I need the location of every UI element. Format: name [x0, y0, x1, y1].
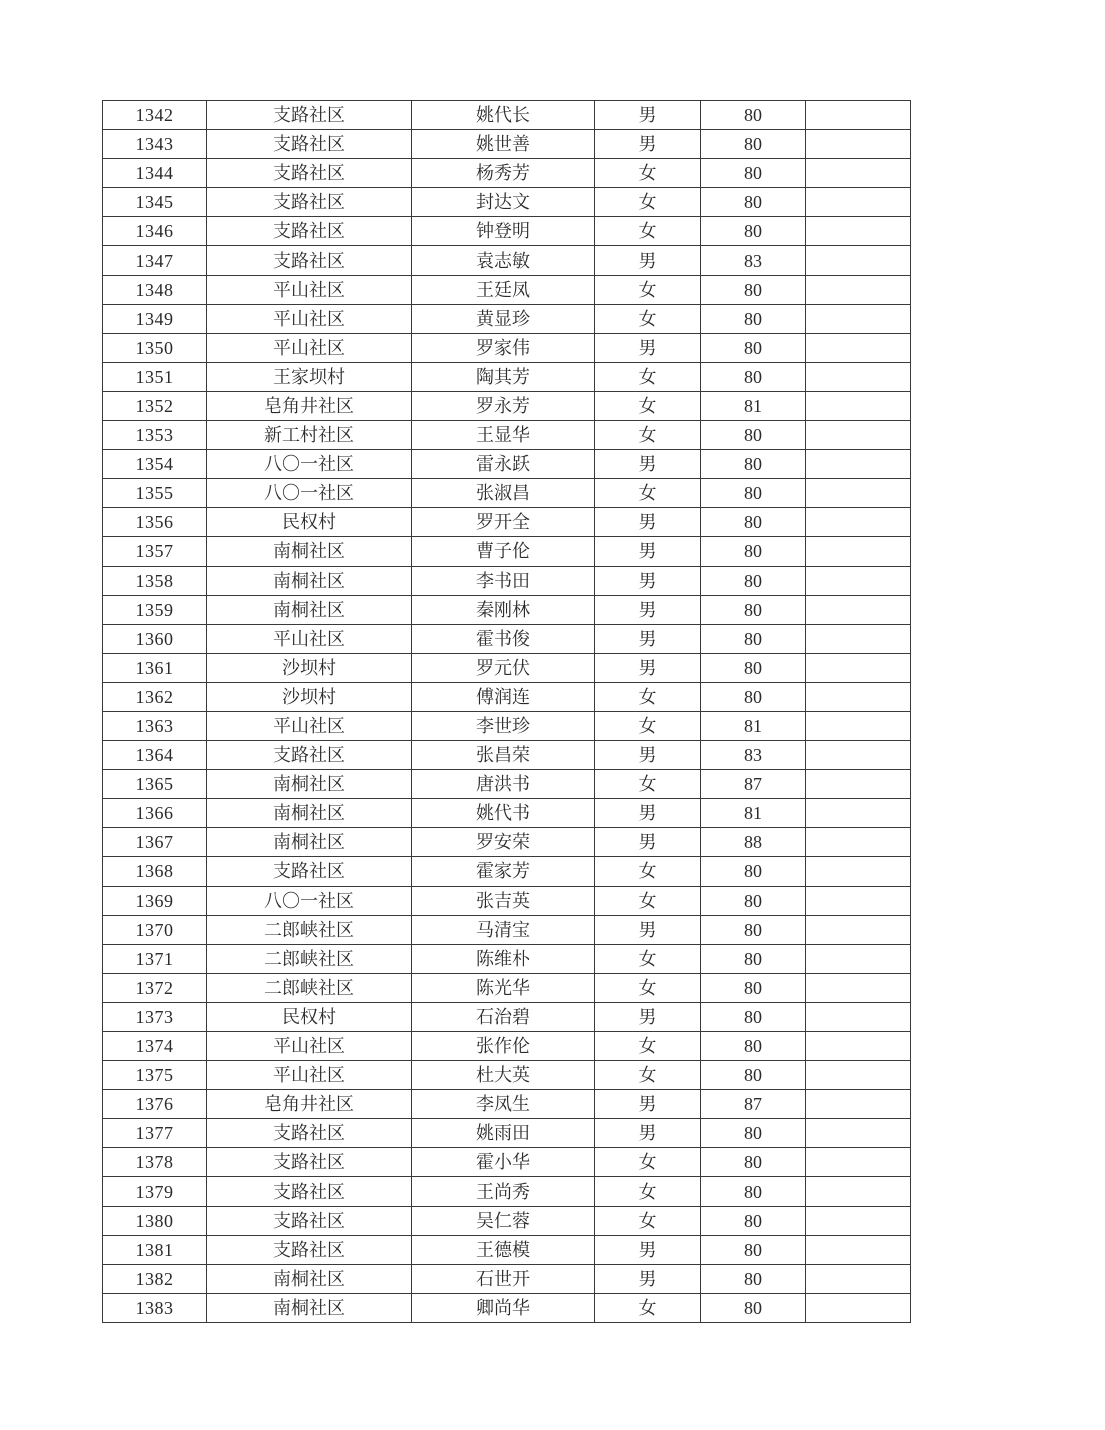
cell-community: 平山社区	[207, 304, 412, 333]
cell-age: 80	[701, 479, 806, 508]
table-row	[103, 1148, 911, 1177]
cell-name: 张吉英	[412, 886, 595, 915]
cell-community: 平山社区	[207, 333, 412, 362]
cell-note	[806, 624, 911, 653]
cell-gender: 女	[595, 770, 701, 799]
table-row	[103, 275, 911, 304]
cell-community: 二郎峡社区	[207, 973, 412, 1002]
cell-note	[806, 1235, 911, 1264]
cell-gender: 女	[595, 944, 701, 973]
cell-note	[806, 944, 911, 973]
cell-age: 80	[701, 682, 806, 711]
table-row	[103, 1206, 911, 1235]
cell-age: 80	[701, 304, 806, 333]
table-row	[103, 1090, 911, 1119]
cell-community: 平山社区	[207, 1032, 412, 1061]
cell-note	[806, 857, 911, 886]
cell-gender: 男	[595, 741, 701, 770]
cell-serial: 1372	[103, 973, 207, 1002]
cell-note	[806, 479, 911, 508]
cell-note	[806, 421, 911, 450]
cell-serial: 1359	[103, 595, 207, 624]
table-row	[103, 479, 911, 508]
cell-gender: 男	[595, 828, 701, 857]
cell-community: 沙坝村	[207, 682, 412, 711]
cell-name: 卿尚华	[412, 1293, 595, 1322]
cell-serial: 1356	[103, 508, 207, 537]
cell-name: 曹子伦	[412, 537, 595, 566]
cell-name: 张淑昌	[412, 479, 595, 508]
cell-note	[806, 886, 911, 915]
cell-gender: 女	[595, 479, 701, 508]
table-row	[103, 537, 911, 566]
cell-age: 80	[701, 1264, 806, 1293]
cell-community: 支路社区	[207, 188, 412, 217]
cell-note	[806, 741, 911, 770]
cell-community: 南桐社区	[207, 595, 412, 624]
table-row	[103, 915, 911, 944]
cell-serial: 1370	[103, 915, 207, 944]
cell-age: 80	[701, 624, 806, 653]
cell-age: 80	[701, 450, 806, 479]
cell-serial: 1369	[103, 886, 207, 915]
cell-note	[806, 450, 911, 479]
table-row	[103, 624, 911, 653]
cell-community: 皂角井社区	[207, 391, 412, 420]
cell-name: 王显华	[412, 421, 595, 450]
cell-name: 黄显珍	[412, 304, 595, 333]
table-row	[103, 799, 911, 828]
cell-serial: 1346	[103, 217, 207, 246]
table-row	[103, 973, 911, 1002]
cell-note	[806, 333, 911, 362]
cell-age: 87	[701, 1090, 806, 1119]
cell-serial: 1343	[103, 130, 207, 159]
cell-gender: 男	[595, 624, 701, 653]
cell-serial: 1379	[103, 1177, 207, 1206]
cell-note	[806, 1119, 911, 1148]
cell-age: 81	[701, 391, 806, 420]
cell-gender: 女	[595, 391, 701, 420]
cell-community: 南桐社区	[207, 566, 412, 595]
table-row	[103, 886, 911, 915]
cell-community: 南桐社区	[207, 1293, 412, 1322]
table-row	[103, 828, 911, 857]
cell-age: 80	[701, 1002, 806, 1031]
cell-serial: 1362	[103, 682, 207, 711]
cell-serial: 1376	[103, 1090, 207, 1119]
cell-age: 80	[701, 857, 806, 886]
cell-community: 支路社区	[207, 741, 412, 770]
cell-note	[806, 770, 911, 799]
cell-note	[806, 566, 911, 595]
table-row	[103, 217, 911, 246]
table-row	[103, 450, 911, 479]
cell-serial: 1361	[103, 653, 207, 682]
cell-name: 姚代书	[412, 799, 595, 828]
cell-note	[806, 595, 911, 624]
cell-serial: 1368	[103, 857, 207, 886]
cell-name: 霍书俊	[412, 624, 595, 653]
cell-serial: 1375	[103, 1061, 207, 1090]
cell-note	[806, 101, 911, 130]
cell-gender: 女	[595, 1032, 701, 1061]
cell-community: 支路社区	[207, 159, 412, 188]
cell-community: 平山社区	[207, 1061, 412, 1090]
cell-note	[806, 1206, 911, 1235]
cell-name: 罗家伟	[412, 333, 595, 362]
table-row	[103, 391, 911, 420]
cell-age: 80	[701, 886, 806, 915]
cell-gender: 男	[595, 1235, 701, 1264]
cell-serial: 1380	[103, 1206, 207, 1235]
cell-note	[806, 1061, 911, 1090]
cell-serial: 1382	[103, 1264, 207, 1293]
cell-serial: 1351	[103, 362, 207, 391]
cell-gender: 男	[595, 537, 701, 566]
cell-name: 王德模	[412, 1235, 595, 1264]
cell-name: 马清宝	[412, 915, 595, 944]
cell-note	[806, 711, 911, 740]
cell-note	[806, 537, 911, 566]
cell-serial: 1374	[103, 1032, 207, 1061]
table-row	[103, 188, 911, 217]
cell-note	[806, 1032, 911, 1061]
cell-gender: 男	[595, 246, 701, 275]
cell-serial: 1381	[103, 1235, 207, 1264]
cell-name: 钟登明	[412, 217, 595, 246]
table-row	[103, 1293, 911, 1322]
cell-gender: 女	[595, 1206, 701, 1235]
cell-community: 平山社区	[207, 711, 412, 740]
roster-table	[102, 100, 911, 1323]
table-row	[103, 566, 911, 595]
cell-name: 姚世善	[412, 130, 595, 159]
cell-name: 张作伦	[412, 1032, 595, 1061]
cell-age: 80	[701, 944, 806, 973]
cell-age: 80	[701, 566, 806, 595]
cell-serial: 1367	[103, 828, 207, 857]
cell-name: 霍小华	[412, 1148, 595, 1177]
cell-name: 陈光华	[412, 973, 595, 1002]
table-row	[103, 159, 911, 188]
cell-name: 罗安荣	[412, 828, 595, 857]
cell-name: 封达文	[412, 188, 595, 217]
cell-note	[806, 653, 911, 682]
table-row	[103, 1235, 911, 1264]
cell-age: 80	[701, 537, 806, 566]
cell-community: 南桐社区	[207, 799, 412, 828]
cell-serial: 1365	[103, 770, 207, 799]
table-row	[103, 741, 911, 770]
cell-name: 唐洪书	[412, 770, 595, 799]
cell-name: 吴仁蓉	[412, 1206, 595, 1235]
cell-note	[806, 246, 911, 275]
cell-age: 87	[701, 770, 806, 799]
cell-gender: 男	[595, 1264, 701, 1293]
cell-serial: 1354	[103, 450, 207, 479]
cell-age: 80	[701, 1206, 806, 1235]
cell-age: 80	[701, 653, 806, 682]
cell-age: 80	[701, 1177, 806, 1206]
cell-community: 支路社区	[207, 101, 412, 130]
cell-name: 石治碧	[412, 1002, 595, 1031]
cell-name: 姚代长	[412, 101, 595, 130]
cell-gender: 女	[595, 217, 701, 246]
cell-serial: 1360	[103, 624, 207, 653]
cell-community: 皂角井社区	[207, 1090, 412, 1119]
cell-gender: 男	[595, 799, 701, 828]
cell-serial: 1357	[103, 537, 207, 566]
cell-gender: 女	[595, 886, 701, 915]
cell-age: 80	[701, 188, 806, 217]
cell-name: 王廷凤	[412, 275, 595, 304]
cell-serial: 1373	[103, 1002, 207, 1031]
cell-community: 沙坝村	[207, 653, 412, 682]
cell-name: 张昌荣	[412, 741, 595, 770]
cell-age: 80	[701, 1061, 806, 1090]
cell-community: 支路社区	[207, 1119, 412, 1148]
cell-serial: 1350	[103, 333, 207, 362]
cell-age: 80	[701, 101, 806, 130]
table-row	[103, 1002, 911, 1031]
cell-note	[806, 130, 911, 159]
cell-name: 李世珍	[412, 711, 595, 740]
cell-community: 八〇一社区	[207, 479, 412, 508]
cell-community: 王家坝村	[207, 362, 412, 391]
table-row	[103, 362, 911, 391]
cell-serial: 1371	[103, 944, 207, 973]
cell-community: 支路社区	[207, 1235, 412, 1264]
cell-note	[806, 1148, 911, 1177]
cell-note	[806, 391, 911, 420]
cell-name: 李书田	[412, 566, 595, 595]
cell-serial: 1383	[103, 1293, 207, 1322]
table-row	[103, 770, 911, 799]
cell-community: 民权村	[207, 1002, 412, 1031]
table-row	[103, 711, 911, 740]
cell-note	[806, 1293, 911, 1322]
cell-community: 南桐社区	[207, 537, 412, 566]
cell-name: 罗开全	[412, 508, 595, 537]
cell-age: 80	[701, 1032, 806, 1061]
cell-age: 80	[701, 362, 806, 391]
cell-gender: 男	[595, 1090, 701, 1119]
cell-name: 陈维朴	[412, 944, 595, 973]
cell-age: 80	[701, 1119, 806, 1148]
cell-gender: 女	[595, 362, 701, 391]
cell-name: 傅润连	[412, 682, 595, 711]
cell-gender: 男	[595, 915, 701, 944]
cell-gender: 男	[595, 1002, 701, 1031]
cell-gender: 男	[595, 130, 701, 159]
cell-name: 秦刚林	[412, 595, 595, 624]
table-row	[103, 944, 911, 973]
cell-age: 80	[701, 130, 806, 159]
table-row	[103, 1119, 911, 1148]
cell-community: 南桐社区	[207, 770, 412, 799]
cell-serial: 1348	[103, 275, 207, 304]
cell-community: 八〇一社区	[207, 450, 412, 479]
cell-name: 杜大英	[412, 1061, 595, 1090]
cell-community: 南桐社区	[207, 828, 412, 857]
cell-gender: 女	[595, 275, 701, 304]
cell-serial: 1358	[103, 566, 207, 595]
cell-serial: 1377	[103, 1119, 207, 1148]
cell-age: 81	[701, 799, 806, 828]
cell-age: 80	[701, 508, 806, 537]
cell-age: 83	[701, 741, 806, 770]
cell-age: 88	[701, 828, 806, 857]
table-row	[103, 101, 911, 130]
cell-serial: 1355	[103, 479, 207, 508]
cell-serial: 1364	[103, 741, 207, 770]
cell-serial: 1352	[103, 391, 207, 420]
cell-gender: 女	[595, 188, 701, 217]
cell-gender: 女	[595, 857, 701, 886]
cell-community: 平山社区	[207, 275, 412, 304]
cell-note	[806, 682, 911, 711]
cell-gender: 女	[595, 1177, 701, 1206]
cell-community: 支路社区	[207, 130, 412, 159]
cell-gender: 女	[595, 304, 701, 333]
table-row	[103, 595, 911, 624]
cell-community: 八〇一社区	[207, 886, 412, 915]
cell-note	[806, 1264, 911, 1293]
cell-age: 80	[701, 333, 806, 362]
table-body	[103, 101, 911, 1323]
cell-age: 80	[701, 973, 806, 1002]
table-row	[103, 857, 911, 886]
table-row	[103, 246, 911, 275]
cell-age: 80	[701, 595, 806, 624]
cell-gender: 男	[595, 566, 701, 595]
table-row	[103, 508, 911, 537]
cell-name: 陶其芳	[412, 362, 595, 391]
cell-note	[806, 508, 911, 537]
cell-note	[806, 275, 911, 304]
cell-name: 李凤生	[412, 1090, 595, 1119]
cell-community: 支路社区	[207, 246, 412, 275]
cell-serial: 1344	[103, 159, 207, 188]
cell-name: 杨秀芳	[412, 159, 595, 188]
cell-age: 80	[701, 1293, 806, 1322]
cell-name: 袁志敏	[412, 246, 595, 275]
cell-note	[806, 973, 911, 1002]
table-row	[103, 1264, 911, 1293]
cell-note	[806, 1002, 911, 1031]
cell-serial: 1366	[103, 799, 207, 828]
cell-community: 支路社区	[207, 1148, 412, 1177]
cell-community: 支路社区	[207, 217, 412, 246]
cell-note	[806, 304, 911, 333]
cell-name: 罗永芳	[412, 391, 595, 420]
cell-gender: 女	[595, 1293, 701, 1322]
cell-name: 王尚秀	[412, 1177, 595, 1206]
cell-gender: 女	[595, 421, 701, 450]
cell-age: 80	[701, 1235, 806, 1264]
cell-note	[806, 217, 911, 246]
cell-note	[806, 799, 911, 828]
cell-gender: 女	[595, 973, 701, 1002]
cell-name: 霍家芳	[412, 857, 595, 886]
cell-gender: 女	[595, 1061, 701, 1090]
cell-community: 支路社区	[207, 857, 412, 886]
table-row	[103, 421, 911, 450]
table-row	[103, 653, 911, 682]
cell-gender: 女	[595, 159, 701, 188]
cell-gender: 男	[595, 1119, 701, 1148]
cell-age: 83	[701, 246, 806, 275]
cell-community: 支路社区	[207, 1177, 412, 1206]
cell-gender: 女	[595, 682, 701, 711]
cell-community: 平山社区	[207, 624, 412, 653]
cell-age: 80	[701, 275, 806, 304]
cell-note	[806, 159, 911, 188]
cell-age: 80	[701, 421, 806, 450]
cell-gender: 男	[595, 595, 701, 624]
cell-note	[806, 188, 911, 217]
cell-community: 民权村	[207, 508, 412, 537]
cell-community: 新工村社区	[207, 421, 412, 450]
cell-community: 南桐社区	[207, 1264, 412, 1293]
cell-community: 二郎峡社区	[207, 944, 412, 973]
cell-serial: 1349	[103, 304, 207, 333]
cell-serial: 1342	[103, 101, 207, 130]
cell-name: 石世开	[412, 1264, 595, 1293]
cell-age: 81	[701, 711, 806, 740]
cell-serial: 1345	[103, 188, 207, 217]
cell-gender: 男	[595, 450, 701, 479]
table-row	[103, 682, 911, 711]
cell-gender: 男	[595, 653, 701, 682]
cell-community: 二郎峡社区	[207, 915, 412, 944]
table-row	[103, 130, 911, 159]
cell-age: 80	[701, 1148, 806, 1177]
cell-note	[806, 915, 911, 944]
table-row	[103, 333, 911, 362]
cell-age: 80	[701, 159, 806, 188]
cell-gender: 男	[595, 508, 701, 537]
cell-gender: 女	[595, 711, 701, 740]
cell-serial: 1353	[103, 421, 207, 450]
cell-name: 罗元伏	[412, 653, 595, 682]
cell-gender: 男	[595, 333, 701, 362]
cell-name: 姚雨田	[412, 1119, 595, 1148]
cell-note	[806, 1090, 911, 1119]
cell-age: 80	[701, 915, 806, 944]
cell-serial: 1378	[103, 1148, 207, 1177]
cell-gender: 女	[595, 1148, 701, 1177]
cell-community: 支路社区	[207, 1206, 412, 1235]
cell-note	[806, 362, 911, 391]
cell-name: 雷永跃	[412, 450, 595, 479]
table-row	[103, 1061, 911, 1090]
cell-serial: 1363	[103, 711, 207, 740]
cell-note	[806, 828, 911, 857]
table-row	[103, 304, 911, 333]
cell-gender: 男	[595, 101, 701, 130]
table-row	[103, 1177, 911, 1206]
cell-serial: 1347	[103, 246, 207, 275]
cell-note	[806, 1177, 911, 1206]
cell-age: 80	[701, 217, 806, 246]
table-row	[103, 1032, 911, 1061]
